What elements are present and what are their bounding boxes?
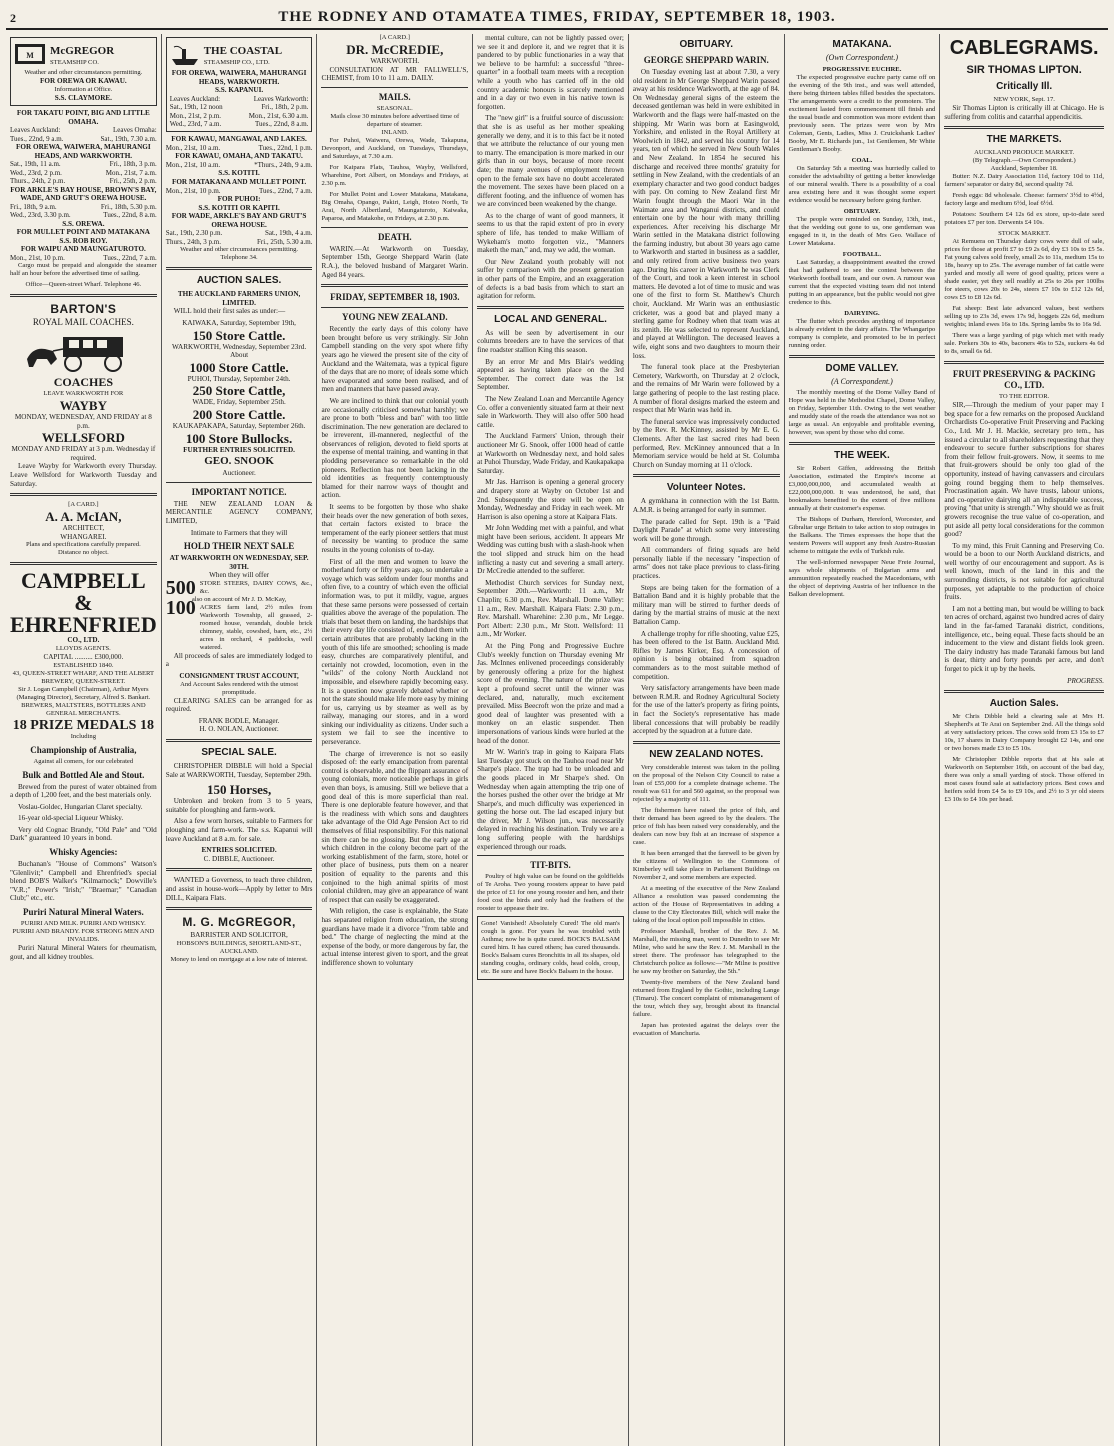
- dibble-text: CHRISTOPHER DIBBLE will hold a Special Sale at WARKWORTH, Tuesday, September 29th.: [165, 762, 313, 779]
- route-line: FOR KAWAU, MANGAWAI, AND LAKES.: [171, 135, 307, 144]
- campbell-brewed: Brewed from the purest of water obtained from a depth of 1,200 feet, and the best materials only.: [10, 782, 157, 800]
- nzloan-intimate: Intimate to Farmers that they will: [190, 528, 288, 537]
- editorial-para: The "new girl" is a fruitful source of discussion: that she is as useful as her mother speaking generally we deny, and it is to this fact be it noted that we attribute the reluctance of our young men to marry. The emancipation is more marked in our girls than in our boys, because of more recent date; the many avenues of employment thrown open to the female sex have no doubt accelerated the movement. The sexes have been placed on a different footing, and the influence of women has we are convinced been weakened by the change.: [477, 114, 624, 209]
- route-line: FOR ARKLE'S BAY HOUSE, BROWN'S BAY, WADE, AND GRUT'S OREWA HOUSE.: [10, 185, 157, 203]
- campbell-puriri-list: PURIRI AND MILK. PURIRI AND WHISKY. PURIRI AND BRANDY. FOR STRONG MEN AND INVALIDS.: [12, 920, 155, 944]
- route-line: FOR KAWAU, OMAHA, AND TAKATU.: [175, 152, 303, 161]
- editorial-para: As to the charge of want of good manners, it seems to us that the rapid extent of pro in every sphere of life, has tended to make William of Wykeham's motto forgotten viz., "Manners maketh the man," and, may we add, the woman.: [477, 211, 624, 255]
- markets-heading: THE MARKETS.: [986, 134, 1062, 146]
- campbell-name2: EHRENFRIED: [10, 612, 157, 638]
- editorial-para: Recently the early days of this colony have been brought before us very strikingly. Sir John Campbell standing on the very spot where fifty years ago he viewed the present site of the city of Auckland and the Waitemata, was a typical figure of the days that are no more; of ideals some which have evaporated and some been realised, and of men and manners that have passed away.: [321, 325, 469, 394]
- matakana-para: The expected progressive euchre party came off on the evening of the 9th inst., and was well attended, there being thirteen tables filled besides the spectators. The arrangements were a credit to the promoters. The excitement lasted from commencement till finish and the usual bustle and commotion was more evident than previously seen. The prizes were won by Mrs Coleman, Gents, Ladies, Miss J. Cruickshank Ladies' Booby, Mr E. Richards jun., 1st Gentlemen, Mr White Gentleman's Booby.: [788, 73, 936, 153]
- barton-days: MONDAY, WEDNESDAY, AND FRIDAY at 8 p.m.: [14, 412, 152, 430]
- coastal-weather: Weather and other circumstances permitting. Telephone 34.: [180, 246, 299, 262]
- volunteer-item: Steps are being taken for the formation of a Battalion Band and it is highly probable that the military man will be stirred to further deeds of daring by the martial strains of music at the next Battalion Camp.: [632, 583, 780, 627]
- editorial-para: With religion, the case is explainable, the State has separated religion from education, the strong guardians have made it a divorce "from table and bed." The charge of neglecting the mind at the expense of the body, or more dangerous by far, the actual intense interest given to sport, and the great indifference shown to voluntary: [321, 907, 469, 967]
- steamship-icon: [170, 43, 200, 67]
- nz-notes-heading: NEW ZEALAND NOTES.: [649, 748, 764, 760]
- local-item: As will be seen by advertisement in our columns breeders are to have the services of that fine roadster stallion King this season.: [477, 328, 624, 354]
- market-para: There was a large yarding of pigs which met with ready sale. Porkers 30s to 40s, baconers 46s to 52s, suckers 4s 6d to 8s, small 6s 6d.: [944, 332, 1104, 356]
- campbell-vodka: Voslau-Goldec, Hungarian Claret specialty.: [18, 802, 143, 811]
- obituary-heading: OBITUARY.: [679, 39, 733, 50]
- matakana-para: On Saturday 5th a meeting was hurriedly called to consider the advisability of getting a better knowledge of our mineral wealth. There is a possibility of a coal area existing here and it was thought some expert evidence would be necessary before going further.: [788, 164, 936, 204]
- local-item: Methodist Church services for Sunday next, September 20th.—Warkworth: 11 a.m., Mr Chaplin; 6.30 p.m., Rev. Marshall. Dome Valley: 11 a.m., Rev. Marshall. Kaipara Flats: 2.30 p.m., Rev. Marshall. Wharehine: 2.30 p.m., Mr Legge. Port Albert: 2.30 p.m., Mr Stott. Wellsford: 11 a.m., Mr Worker.: [477, 578, 624, 639]
- market-para: Fresh eggs: 8d wholesale. Cheese: farmers' 3½d to 4½d, factory large and medium 6½d, loaf 6½d.: [944, 192, 1104, 208]
- titbit-item: Poultry of high value can be found on the goldfields of Te Aroha. Two young roosters appear to have paid the price of £1 for one young rooster and hen, and their food cost the birds and only had the feathers of the rooster to appease their ire.: [477, 873, 624, 913]
- volunteer-item: A gymkhana in connection with the 1st Battn. A.M.R. is being arranged for early in summer.: [632, 497, 780, 514]
- flag-icon: [14, 43, 46, 67]
- editorial-dateline: FRIDAY, SEPTEMBER 18, 1903.: [330, 292, 460, 303]
- campbell-agents: LLOYDS AGENTS.: [55, 644, 111, 652]
- volunteer-item: The parade called for Sept. 19th is a "Paid Daylight Parade" at which some very interesting work will be gone through.: [632, 517, 780, 543]
- mails-heading: MAILS.: [378, 91, 411, 102]
- campbell-trade: BREWERS, MALTSTERS, BOTTLERS AND GENERAL MERCHANTS.: [21, 701, 146, 717]
- further-entries: FURTHER ENTRIES SOLICITED.: [183, 445, 295, 454]
- nzloan-100: 100: [165, 596, 196, 619]
- sale-stores5: 100 Store Bullocks.: [185, 430, 293, 446]
- mcian-name: A. A. McIAN,: [45, 509, 122, 525]
- barton-sub: ROYAL MAIL COACHES.: [32, 317, 134, 328]
- barton-title: BARTON'S: [50, 302, 117, 317]
- column-7: [940, 34, 1108, 1446]
- campbell-capital: CAPITAL .......... £300,000.: [43, 652, 124, 661]
- mails-season: SEASONAL.: [376, 104, 413, 112]
- campbell-addr: 43, QUEEN-STREET WHARF, AND THE ALBERT BREWERY, QUEEN-STREET.: [12, 669, 155, 685]
- cable-para: Sir Thomas Lipton is critically ill at Chicago. He is suffering from colitis and catarrhal appendicitis.: [944, 104, 1104, 121]
- sale-about: About: [230, 351, 249, 360]
- market-para: Fat sheep: Best late advanced values, best wethers selling up to 23s 3d, ewes 17s 9d, hoggets 22s 6d, medium weights; inland ewes 16s to 18s. Spring lambs 9s to 16s 9d.: [944, 305, 1104, 329]
- obituary-para: The funeral service was impressively conducted by the Rev. R. McKinney, assisted by Mr E. G. Clements. After the last sacred rites had been performed, Rev. McKinney announced that a In Memoriam service would be held at St. Columba Church on Sunday morning at 11 o'clock.: [632, 417, 780, 469]
- column-5: [629, 34, 785, 1446]
- obituary-para: On Tuesday evening last at about 7.30, a very old resident in Mr George Sheppard Warin passed away at his residence Warkworth, at the age of 84. On Wednesday general signs of the esteem the deceased gentleman was held in were exhibited in Warkworth and the flags were half-masted on the shipping. Mr Warin was born at Easingwold, Yorkshire, and enlisted in the Royal Artillery at Woolwich in 1842, and served his country for 14 years, ten of which he served in New South Wales and New Zealand. In 1854 he secured his discharge and received three months' gratuity for settling in New Zealand, with the credentials of an exemplary character and two good conduct badges with pay. On coming to New Zealand first Mr Warin fought through the Maori War in the Waimate area and Wanganui districts, and could entertain one by the hour with many thrilling experiences. After receiving his discharge Mr Warin settled in the Matakana district following the farming industry, but about 30 years ago came to Warkworth and started in business as a saddler, and only retired from active business two years ago. During his career in Warkworth he was Clerk of the Court, and took a keen interest in school matters. He devoted a lot of time to music and was one of the first to form St. Matthew's Church choir, Auckland. Mr Warin was an enthusiastic cricketer, was a good bat and played many a sterling game for Rodney when that team was at its zenith. He was selected to represent Auckland, and played at Wellington. The deceased leaves a wife, eight sons and two daughters to mourn their loss.: [632, 68, 780, 360]
- nzloan-500: 500: [165, 576, 196, 599]
- dibble-kapanui: Also a few worn horses, suitable to Farmers for ploughing and farm-work. The s.s. Kapanui will leave Auckland at 8 a.m. for sale.: [165, 817, 313, 843]
- route-line: S.S. ROB ROY.: [59, 236, 108, 245]
- dairying-heading: DAIRYING.: [844, 309, 880, 317]
- week-para: The Bishops of Durham, Hereford, Worcester, and Gibraltar urge Britain to take action to stop outrages in the Balkans. The Times expresses the hope that the western Powers will support any fresh Austro-Russian scheme to mitigate the evils of Turkish rule.: [788, 516, 936, 556]
- death-text: WARIN.—At Warkworth on Tuesday, September 15th, George Sheppard Warin (late R.A.), the beloved husband of Margaret Warin. Aged 84 years.: [321, 244, 469, 279]
- cargo-note: Cargo must be prepaid and alongside the steamer half an hour before the advertised time of sailing.: [10, 262, 157, 278]
- column-3: [317, 34, 473, 1446]
- lipton-heading: SIR THOMAS LIPTON.: [966, 64, 1082, 76]
- sale-stores4: 200 Store Cattle.: [192, 406, 286, 422]
- wayby-heading: WAYBY: [59, 397, 107, 413]
- campbell-champ: Championship of Australia,: [30, 744, 137, 755]
- produce-date: Auckland, September 18.: [990, 165, 1058, 173]
- the-week-heading: THE WEEK.: [834, 450, 890, 462]
- farmers-first-sales: WILL hold their first sales as under:—: [173, 307, 286, 316]
- matakana-para: The flutter which precedes anything of importance is already evident in the dairy affairs. The Whangaripo company is complete, and promoted to be in perfect running order.: [788, 317, 936, 349]
- sale-stores2: 1000 Store Cattle.: [189, 359, 289, 375]
- sale-stores3: 250 Store Cattle,: [192, 383, 286, 399]
- doctor-consult: CONSULTATION AT MR FALLWELL'S, CHEMIST, from 10 to 11 a.m. DAILY.: [321, 65, 469, 83]
- mcgregor-note: Weather and other circumstances permitting.: [24, 69, 143, 76]
- editorial-para: We are inclined to think that our colonial youth are occasionally criticised somewhat harshly; we are prone to both "bless and ban" with too little discrimination. The new generation are declared to be irreverent, ill-mannered, neglectful of the observances of religion, devoted to field sports at the expense of mental training, and wanting in that plodding perseverance so remarkable in the old pioneers. Reflection has not been lacking in the old identities as frequently contemptuously blamed for their narrow ways of thought and action.: [321, 396, 469, 500]
- campbell-est: ESTABLISHED 1840.: [53, 661, 114, 669]
- law-name: M. G. McGREGOR,: [182, 915, 296, 930]
- local-general-heading: LOCAL AND GENERAL.: [494, 313, 607, 325]
- mcgregor-advert: [10, 37, 157, 106]
- route-line: FOR WAIPU AND MAUNGATUROTO.: [20, 245, 146, 254]
- editorial-para: First of all the men and women to leave the motherland forty or fifty years ago, so undertake a voyage which was seldom under four months and often five, to a country of which even the official information was, to put it mildly, vague, argues that these same persons were possessed of certain qualities above the average of the population. The trials that beset them on landing, the hardships that their every day life consisted of, endued them with certain attributes that are probably lacking in the youth of this life are smoothed; schooling is made easy, churches are comparatively plentiful, and certainly not crowded, locomotion, even in the "wilds" of the colony North Auckland not impossible, and elsewhere rapidly becoming easy. It is a question now gravely debated whether or not the state should make life more easy by mining for us, carrying us by steamer as well as by railway, managing our stores, and in a word sinking our individuality as citizens. Under such a system we fail to see the incentive to perseverance.: [321, 557, 469, 747]
- mcian-place: WHANGAREI.: [60, 532, 107, 541]
- coastal-advert: THE COASTAL STEAMSHIP CO., LTD. FOR OREWA, WAIWERA, MAHURANGI HEADS, WARKWORTH. S.S. KAPANUI. Leaves Auckland: Leaves Warkworth: Sat., 19th, 12 noon Fri., 18th, 2 p.m. Mon., 21st, 2 p.m. Mon., 21st, 6.30 a.m. Wed., 23rd, 7 a.m. Tues., 22nd, 8 a.m.: [166, 37, 313, 132]
- market-para: At Remuera on Thursday dairy cows were dull of sale, prices for those at profit £7 to £9 2s 6d, dry £3 10s to £5 5s. Fat young calves sold freely, small 2s to 11s, medium 15s to 18s, heavy up to 25s. The average number of fat cattle were yarded and mostly all were of good quality, prices were a shade easier, yet they sell readily at 25s to 26s per 100lbs for steers, cows 20s to 24s, steers £7 10s to £12 12s 6d, cows £5 to £8 12s 6d.: [944, 238, 1104, 302]
- route-line: S.S. KOTITI OR KAPITI.: [198, 203, 280, 212]
- nzloan-consign: CONSIGNMENT TRUST ACCOUNT,: [179, 672, 299, 681]
- newspaper-title: THE RODNEY AND OTAMATEA TIMES, FRIDAY, SEPTEMBER 18, 1903.: [278, 9, 836, 25]
- editorial-para: mental culture, can not be lightly passed over; we see it and deplore it, and we regret that it is pandered to by public functionaries in a way that we believe to be harmful: a successful "three-quarter" in a football team meets with a reception while a youth who has carried off in the old country academic honours is scarcely mentioned and in a day or two even in his native town is forgotten.: [477, 34, 624, 111]
- route-line: FOR PUHOI:: [217, 195, 261, 203]
- auction-sales-heading-2: Auction Sales.: [989, 698, 1059, 710]
- dibble-auctioneer: C. DIBBLE, Auctioneer.: [203, 854, 275, 863]
- nzloan-bodle: FRANK BODLE, Manager.: [198, 716, 280, 725]
- mcgregor-name: McGREGOR: [50, 44, 115, 57]
- doctor-name: DR. McCREDIE,: [346, 42, 444, 57]
- route-line: FOR OREWA, WAIWERA, MAHURANGI HEADS, AND WARKWORTH.: [16, 143, 151, 160]
- snook-name: GEO. SNOOK: [204, 455, 274, 468]
- special-sale-heading: SPECIAL SALE.: [201, 747, 277, 759]
- obituary-para: The funeral took place at the Presbyterian Cemetery, Warkworth, on Thursday at 2 o'clock, and the remains of Mr Warin were followed by a large gathering of people to the last resting place. A number of floral designs marked the esteem and respect that Mr Warin was held in.: [632, 363, 780, 415]
- auction-sales-heading: AUCTION SALES.: [196, 275, 282, 287]
- campbell-agencies: Buchanan's "House of Commons" Watson's "Glenlivit;" Campbell and Ehrenfried's special blend BOB'S Walker's "Kilmarnock;" Dowville's "V.R.;" Power's "Irish;" "Braemar;" "Canadian Club;" etc., etc.: [10, 860, 157, 903]
- campbell-co: CO., LTD.: [67, 636, 100, 645]
- editorial-para: It seems to be forgotten by those who shake their heads over the new generation of both sexes, that certain factors existed to brace the temperament of the early pioneer settlers that must of necessity be wanting to produce the same results in the young colonists of to-day.: [321, 503, 469, 554]
- week-para: Sir Robert Giffen, addressing the British Association, estimated the Empire's income at £3,000,000,000, and accumulated wealth at £22,000,000,000. It was understood, he said, that bookmakers benefited to the extent of five millions annually at their customer's expense.: [788, 465, 936, 513]
- nzloan-nolan: H. O. NOLAN, Auctioneer.: [199, 725, 279, 734]
- coastal-route: FOR OREWA, WAIWERA, MAHURANGI HEADS, WARKWORTH.: [171, 69, 307, 86]
- barton-leave: LEAVE WARKWORTH FOR: [43, 389, 124, 397]
- coaches-heading: COACHES: [53, 374, 114, 389]
- letter-para: To my mind, this Fruit Canning and Preserving Co. would be a boon to our North Auckland districts, and well worthy of our encouragement and support. As is well known, much of the land in this and the surrounding districts, is not suitable for agricultural purposes, yet adaptable to the production of choice fruits.: [944, 541, 1104, 602]
- column-2: THE COASTAL STEAMSHIP CO., LTD. FOR OREWA, WAIWERA, MAHURANGI HEADS, WARKWORTH. S.S. KAPANUI. Leaves Auckland: Leaves Warkworth: Sat., 19th, 12 noon Fri., 18th, 2 p.m. Mon., 21st, 2 p.m. Mon., 21st, 6.30 a.m. Wed., 23rd, 7 a.m. Tues., 22nd, 8 a.m. FOR KAWAU, MANGAWAI, AND LAKES. Mon., 21st, 10 a.m. Tues., 22nd, 1 p.m. FOR KAWAU, OMAHA, AND TAKATU. Mon., 21st, 10 a.m. *Thurs., 24th, 9 a.m. S.S. KOTITI. FOR MATAKANA AND MULLET POINT. Mon., 21st, 10 p.m. Tues., 22nd, 7 a.m. FOR PUHOI: S.S. KOTITI OR KAPITI. FOR WADE, ARKLE'S BAY AND GRUT'S OREWA HOUSE. Sat., 19th, 2.30 p.m. Sat., 19th, 4 a.m. Thurs., 24th, 3 p.m. Fri., 25th, 5.30 a.m. Weather and other circumstances permitting. Telephone 34. AUCTION SALES. THE AUCKLAND FARMERS UNION, LIMITED. WILL hold their first sales as under:— KAIWAKA, Saturday, September 19th, 150 Store Cattle. WARKWORTH, Wednesday, September 23rd. About 1000 Store Cattle. PUHOI, Thursday, September 24th. 250 Store Cattle, WADE, Friday, September 25th. 200 Store Cattle. KAUKAPAKAPA, Saturday, September 26th. 100 Store Bullocks. FURTHER ENTRIES SOLICITED. GEO. SNOOK Auctioneer. IMPORTANT NOTICE. THE NEW ZEALAND LOAN & MERCANTILE AGENCY COMPANY, LIMITED, Intimate to Farmers that they will HOLD THEIR NEXT SALE AT WARKWORTH ON WEDNESDAY, SEP. 30TH. When they will offer 500 STORE STEERS, DAIRY COWS, &c., &c. also on account of Mr J. D. McKay, 100 ACRES farm land, 2½ miles from Warkworth Township, all grassed, 2-roomed house, verandah, double brick chimney, stable, cowshed, barn, etc., 2½ acres in orchard, 4 paddocks, well watered. All proceeds of sales are immediately lodged to a CONSIGNMENT TRUST ACCOUNT, And Account Sales rendered with the utmost promptitude. CLEARING SALES can be arranged for as required. FRANK BODLE, Manager. H. O. NOLAN, Auctioneer. SPECIAL SALE. CHRISTOPHER DIBBLE will hold a Special Sale at WARKWORTH, Tuesday, September 29th. 150 Horses, Unbroken and broken from 3 to 5 years, suitable for ploughing and farm-work. Also a few worn horses, suitable to Farmers for ploughing and farm-work. The s.s. Kapanui will leave Auckland at 8 a.m. for sale. ENTRIES SOLICITED. C. DIBBLE, Auctioneer. WANTED a Governess, to teach three children, and assist in house-work—Apply by letter to Mrs DILL, Kaipara Flats. M. G. McGREGOR, BARRISTER AND SOLICITOR, HOBSON'S BUILDINGS, SHORTLAND-ST., AUCKLAND. Money to lend on mortgage at a low rate of interest.: [162, 34, 318, 1446]
- campbell-puriri: Puriri Natural Mineral Waters.: [22, 907, 144, 918]
- wanted-ad: WANTED a Governess, to teach three children, and assist in house-work—Apply by letter to Mrs DILL, Kaipara Flats.: [165, 876, 313, 902]
- nz-note: Professor Marshall, brother of the Rev. J. M. Marshall, the missing man, went to Dunedin to see Mr Milne, who said he saw the Rev. J. M. Marshall in the street there. The professor has telegraphed to the Christchurch police as follows:—"Mr Milne is positive he saw my brother on Saturday, the 5th.": [632, 927, 780, 975]
- dome-corr: (A Correspondent.): [831, 376, 893, 386]
- local-item: Mr W. Warin's trap in going to Kaipara Flats last Tuesday got stuck on the Tauhoa road near Mr Sharpe's place. The trap had to be unloaded and the goods placed in Mr Sharpe's shed. On Wednesday when again attempting the trip one of the horses pushed the other over the bridge at Mr Sharpe's, and much difficulty was experienced in getting the horse out. The lad escaped injury but the driver, Mr J. Wilson jun., was necessarily delayed in reaching his destination. Truly we are a long suffering people with the hardships experienced through our roads.: [477, 748, 624, 851]
- column-1: M McGREGOR STEAMSHIP CO. Weather and other circumstances permitting. FOR OREWA OR KAWAU. Information at Office. S.S. CLAYMORE. FOR TAKATU POINT, BIG AND LITTLE OMAHA. Leaves Auckland: Leaves Omaha: Tues., 22nd, 9 a.m. Sat., 19th, 7.30 a.m. FOR OREWA, WAIWERA, MAHURANGI HEADS, AND WARKWORTH. Sat., 19th, 11 a.m. Fri., 18th, 3 p.m. Wed., 23rd, 2 p.m. Mon., 21st, 7 a.m. Thurs., 24th, 2 p.m. Fri., 25th, 2 p.m. FOR ARKLE'S BAY HOUSE, BROWN'S BAY, WADE, AND GRUT'S OREWA HOUSE. Fri., 18th, 9 a.m. Fri., 18th, 5.30 p.m. Wed., 23rd, 3.30 p.m. Tues., 22nd, 8 a.m. S.S. OREWA. FOR MULLET POINT AND MATAKANA S.S. ROB ROY. FOR WAIPU AND MAUNGATUROTO. Mon., 21st, 10 p.m. Tues., 22nd, 7 a.m. Cargo must be prepaid and alongside the steamer half an hour before the advertised time of sailing. Office—Queen-street Wharf. Telephone 46. BARTON'S ROYAL MAIL COACHES. COACHES LEAVE WARKWORTH FOR WAYBY MONDAY, WEDNESDAY, AND FRIDAY at 8 p.m. WELLSFORD MONDAY AND FRIDAY at 3 p.m. Wednesday if required. Leave Wayby for Warkworth every Thursday. Leave Wellsford for Warkworth Tuesday and Saturday. [A CARD.] A. A. McIAN, ARCHITECT, WHANGAREI. Plans and specifications carefully prepared. Distance no object. CAMPBELL & EHRENFRIED CO., LTD. LLOYDS AGENTS. CAPITAL .......... £300,000. ESTABLISHED 1840. 43, QUEEN-STREET WHARF, AND THE ALBERT BREWERY, QUEEN-STREET. Sir J. Logan Campbell (Chairman), Arthur Myers (Managing Director), Secretary, Alfred S. Bankart. BREWERS, MALTSTERS, BOTTLERS AND GENERAL MERCHANTS. 18 PRIZE MEDALS 18 Including Championship of Australia, Against all comers, for our celebrated Bulk and Bottled Ale and Stout. Brewed from the purest of water obtained from a depth of 1,200 feet, and the best materials only. Voslau-Goldec, Hungarian Claret specialty. 16-year old-special Liqueur Whisky. Very old Cognac Brandy, "Old Pale" and "Old Dark" guaranteed 10 years in bond. Whisky Agencies: Buchanan's "House of Commons" Watson's "Glenlivit;" Campbell and Ehrenfried's special blend BOB'S Walker's "Kilmarnock;" Dowville's "V.R.;" Power's "Irish;" "Braemar;" "Canadian Club;" etc., etc. Puriri Natural Mineral Waters. PURIRI AND MILK. PURIRI AND WHISKY. PURIRI AND BRANDY. FOR STRONG MEN AND INVALIDS. Puriri Natural Mineral Waters for rheumatism, gout, and all kidney troubles.: [6, 34, 162, 1446]
- volunteer-item: All commanders of firing squads are held personally liable if the necessary "inspection of arms" does not take place previous to class-firing practices.: [632, 546, 780, 581]
- coal-heading: COAL.: [851, 156, 873, 164]
- volunteer-item: A challenge trophy for rifle shooting, value £25, has been offered to the 1st Battn. Auckland Mtd. Rifles by James Kirker, Esq. A concession of opinion is being obtained from squadron commanders as to the most suitable method of competition.: [632, 629, 780, 681]
- obit-heading: OBITUARY.: [843, 207, 881, 215]
- local-item: By an error Mr and Mrs Blair's wedding appeared as having taken place on the 3rd September. The correct date was the 1st September.: [477, 357, 624, 392]
- euchre-heading: PROGRESSIVE EUCHRE.: [822, 65, 902, 73]
- critical-heading: Critically Ill.: [996, 81, 1053, 92]
- matakana-corr: (Own Correspondent.): [825, 53, 899, 62]
- wellsford-heading: WELLSFORD: [41, 430, 125, 446]
- farmers-union: THE AUCKLAND FARMERS UNION, LIMITED.: [177, 290, 301, 307]
- snook-auctioneer: Auctioneer.: [222, 469, 256, 478]
- campbell-incl: Including: [70, 732, 96, 740]
- sale-kauka: KAUKAPAKAPA, Saturday, September 26th.: [172, 421, 306, 430]
- sale-warkworth: WARKWORTH, Wednesday, September 23rd.: [172, 342, 307, 351]
- route-line: FOR WADE, ARKLE'S BAY AND GRUT'S OREWA HOUSE.: [171, 212, 307, 229]
- barton-days2: MONDAY AND FRIDAY at 3 p.m. Wednesday if required.: [11, 445, 156, 462]
- dibble-horses-text: Unbroken and broken from 3 to 5 years, suitable for ploughing and farm-work.: [165, 797, 313, 814]
- dome-para: The monthly meeting of the Dome Valley Band of Hope was held in the Methodist Chapel, Dome Valley, on Friday, September 11th. Owing to the wet weather and muddy state of the roads the attendance was not so large as usual. An enjoyable and profitable evening, however, was spent by those who did come.: [788, 389, 936, 437]
- mails-inland: INLAND.: [381, 128, 409, 136]
- campbell-puriri-note: Puriri Natural Mineral Waters for rheumatism, gout, and all kidney troubles.: [10, 944, 157, 961]
- column-6: [785, 34, 941, 1446]
- sale-stores1: 150 Store Cattle.: [192, 327, 286, 343]
- local-item: The Auckland Farmers' Union, through their auctioneer Mr G. Snook, offer 1000 head of cattle at Warkworth on Wednesday next, and hold sales at Puhoi Thursday, Wade Friday, and Kaukapakapa Saturday.: [477, 432, 624, 475]
- mcian-card: [A CARD.]: [68, 501, 99, 509]
- mails-note: Mails close 30 minutes before advertised time of departure of steamer.: [330, 112, 460, 128]
- local-item: The New Zealand Loan and Mercantile Agency Co. offer a conveniently situated farm at their next sale in Warkworth. They will also offer 500 head cattle.: [477, 394, 624, 429]
- produce-tele: (By Telegraph.—Own Correspondent.): [972, 157, 1076, 165]
- nz-note: Japan has protested against the delays over the evacuation of Manchuria.: [632, 1021, 780, 1037]
- nzloan-500-text: STORE STEERS, DAIRY COWS, &c., &c.: [199, 579, 313, 595]
- route-line: S.S. OREWA.: [62, 219, 105, 228]
- editorial-title: YOUNG NEW ZEALAND.: [341, 312, 448, 323]
- campbell-bulk: Bulk and Bottled Ale and Stout.: [22, 769, 145, 780]
- letter-sign: PROGRESS.: [1067, 676, 1104, 685]
- nzloan-hold: HOLD THEIR NEXT SALE: [183, 541, 295, 552]
- nz-note: Twenty-five members of the New Zealand band returned from England by the Gothic, including Lange (Timaru). The concert complaint of mismanagement of the tour, which they say, brought about its financial failure.: [632, 978, 780, 1018]
- doctor-place: WARKWORTH.: [370, 57, 420, 65]
- mcgregor-info: Information at Office.: [54, 85, 113, 93]
- sale-wade: WADE, Friday, September 25th.: [192, 398, 286, 407]
- nz-note: At a meeting of the executive of the New Zealand Alliance a resolution was passed condemning the action of the House of Representatives in adding a clause to the City Electorates Bill, which will make the taking of the local option poll impossible in cities.: [632, 884, 780, 924]
- mcgregor-sub: STEAMSHIP CO.: [50, 58, 99, 66]
- matakana-heading: MATAKANA.: [832, 39, 892, 50]
- page-number: 2: [10, 11, 16, 25]
- market-para: Potatoes: Southern £4 12s 6d ex store, up-to-date seed potatoes £7 per ton. Derwents £4 10s.: [944, 211, 1104, 227]
- week-para: The well-informed newspaper Neue Freie Journal, says whole shipments of Bulgarian arms and ammunition repeatedly reached the Macedonians, with the object of depriving Austria of her influence in the Balkan development.: [788, 559, 936, 599]
- nzloan-clearing: CLEARING SALES can be arranged for as required.: [165, 696, 313, 714]
- football-heading: FOOTBALL.: [842, 250, 882, 258]
- sale-kaiwaka: KAIWAKA, Saturday, September 19th,: [182, 318, 296, 327]
- columns: [6, 34, 1108, 1446]
- mcgregor-ship: S.S. CLAYMORE.: [54, 93, 112, 102]
- column-4: [473, 34, 629, 1446]
- nzloan-100-text: ACRES farm land, 2½ miles from Warkworth Township, all grassed, 2-roomed house, verandah, double brick chimney, stable, cowshed, barn, etc., 2½ acres in orchard, 4 paddocks, well watered.: [199, 603, 313, 651]
- dibble-horses: 150 Horses,: [206, 782, 272, 798]
- mcian-plans: Plans and specifications carefully prepared.: [25, 541, 141, 549]
- campbell-liqueur: 16-year old-special Liqueur Whisky.: [18, 814, 124, 823]
- svg-text:M: M: [26, 51, 34, 60]
- masthead: [6, 4, 1108, 30]
- sale-puhoi: PUHOI, Thursday, September 24th.: [187, 374, 291, 383]
- campbell-name1: CAMPBELL &: [21, 568, 146, 616]
- nzloan-account: And Account Sales rendered with the utmost promptitude.: [180, 680, 299, 696]
- nzloan-also: also on account of Mr J. D. McKay,: [191, 595, 287, 603]
- matakana-para: Last Saturday, a disappointment awaited the crowd that had gathered to see the contest between the Warkworth football team, and our own. A rumour was current that the expected visiting team did not intend putting in an appearance, but the public would not give credence to this.: [788, 258, 936, 306]
- nz-note: The fishermen have raised the price of fish, and their demand has been agreed to by the dealers. The price of fish has been raised very considerably, and the dealers can now buy fish at an increase of sixpence a case.: [632, 806, 780, 846]
- death-heading: DEATH.: [378, 231, 412, 242]
- doctor-card: [A CARD.]: [379, 34, 410, 41]
- matakana-para: The people were reminded on Sunday, 13th, inst., that the wedding out gone to us, one gentleman was engaged in it, in the death of Mrs Geo. Wallace of Lower Matakana.: [788, 215, 936, 247]
- editorial-para: The charge of irreverence is not so easily disposed of: the early emancipation from parental control is observable, and the flippant assurance of young colonials, more noticeable perhaps in girls even than boys, is amusing. Still we believe that a good deal of this is more superficial than real. There is one deplorable feature however, and that is the readiness with which sons and daughters take advantage of the Old Age Pension Act to rid themselves of filial responsibility. For this national sin there can be no glossing. But the early age at which children in the colony become part of the working establishment of the farm, store, hotel or other place of business, puts them on a nearer position of equality to the parents and this conjoined to the high animal spirits of most colonial children, may give an appearance of want of respect that can easily be exaggerated.: [321, 749, 469, 904]
- campbell-against: Against all comers, for our celebrated: [33, 757, 134, 765]
- bocks-balsam-advert: Gone! Vanished! Absolutely Cured! The old man's cough is gone. For years he was troubled with Asthma; now he is quite cured. BOCK'S BALSAM cured him. It has cured others; has cured thousands. Bock's Balsam cures Bronchitis in all its shapes, old standing coughs, ordinary colds, head colds, croup, etc. Be sure and have Bock's Balsam in the house.: [477, 916, 624, 980]
- obituary-name: GEORGE SHEPPARD WARIN.: [643, 55, 769, 65]
- nz-note: Very considerable interest was taken in the polling on the proposal of the Nelson City Council to raise a loan of £55,000 for a complete drainage scheme. The result was 611 for and 560 against, so the proposal was rejected by a majority of 111.: [632, 763, 780, 803]
- local-item: Mr Jas. Harrison is opening a general grocery and drapery store at Wayby on October 1st and 2nd. Subsequently the store will be open on Monday, Wednesday and Friday in each week. Mr Harrison is also opening a store at Kaipara Flats.: [477, 478, 624, 521]
- volunteer-heading: Volunteer Notes.: [666, 482, 746, 494]
- campbell-whisky: Whisky Agencies:: [49, 847, 118, 858]
- letter-para: SIR,—Through the medium of your paper may I beg space for a few remarks on the proposed Auckland Orchardists Co-operative Fruit Preserving and Packing Co., Ltd. Mr J. H. Mackie, secretary pro tem., has issued a circular to all shareholders requesting that they endeavour to secure further subscriptions for shares from their fellow fruit-growers. Now, it seems to me that fruit-growers should be only too glad of the opportunity, instead of having canvassers and circulars going round begging them to help themselves. Procrastination again. We have trusts, labour unions, and co-operative dairying all an indisputable success, proving "that unity is strength." Why should we as fruit growers recognise the true value of co-operation, and put aside all petty local considerations for the common good?: [944, 401, 1104, 539]
- mcian-dist: Distance no object.: [58, 549, 109, 557]
- produce-heading: AUCKLAND PRODUCE MARKET.: [974, 149, 1075, 157]
- mcgregor-route: FOR OREWA OR KAWAU.: [40, 77, 127, 85]
- mails-mullet: For Mullet Point and Lower Matakana, Matakana, Big Omaha, Opango, Pakiri, Leigh, Hoteo North, Te Arai, North Albertland, Maungaturoto, Kaiwaka, Paparoa, and Matakohe, on Fridays, at 2.30 p.m.: [321, 190, 469, 222]
- coach-icon: [23, 329, 143, 373]
- nzloan-when: When they will offer: [209, 571, 270, 580]
- nzloan-at: AT WARKWORTH ON WEDNESDAY, SEP. 30TH.: [169, 554, 309, 571]
- route-line: S.S. KOTITI.: [218, 169, 260, 178]
- law-hobson: HOBSON'S BUILDINGS, SHORTLAND-ST., AUCKLAND.: [176, 939, 302, 955]
- route-line: FOR MULLET POINT AND MATAKANA: [16, 228, 150, 237]
- route-line: FOR TAKATU POINT, BIG AND LITTLE OMAHA.: [16, 109, 150, 126]
- coastal-name: THE COASTAL: [203, 44, 283, 57]
- stock-heading: STOCK MARKET.: [998, 230, 1051, 238]
- volunteer-item: Very satisfactory arrangements have been made between R.M.R. and Rodney Agricultural Society for the use of the latter's property as firing points, in fact the Society's representative has made liberal concessions that will probably be readily accepted by the squadron at a future date.: [632, 684, 780, 736]
- cable-dateline: NEW YORK, Sept. 17.: [993, 96, 1055, 103]
- local-item: At the Ping Pong and Progressive Euchre Club's weekly function on Thursday evening Mr Jas. McInnes enlivened proceedings considerably by generously offering a prize for the highest score of the evening. The nature of the prize was kept a profound secret until the winner was declared, and, naturally, much excitement prevailed. Miss Beecroft won the prize and mad a good deal of laughter was presented with a monkey on an elastic suspender. Then impersonations of various kinds were hurled at the head of the donor.: [477, 642, 624, 745]
- cablegrams-heading: CABLEGRAMS.: [949, 37, 1099, 59]
- titbits-heading: TIT-BITS.: [530, 860, 571, 871]
- coastal-sub: STEAMSHIP CO., LTD.: [203, 58, 270, 66]
- local-item: Mr John Wedding met with a painful, and what might have been serious, accident. It appears Mr Wedding was cutting bush with a slash-hook when the tool slipped and struck him on the head inflicting a nasty cut and severing a small artery. Dr McCredie attended to the sufferer.: [477, 524, 624, 576]
- mails-kaipara: For Kaipara Flats, Tauhoa, Wayby, Wellsford, Wharehine, Port Albert, on Mondays and Fridays, at 2.30 p.m.: [321, 163, 469, 187]
- coastal-ship: S.S. KAPANUI.: [214, 86, 264, 95]
- campbell-cognac: Very old Cognac Brandy, "Old Pale" and "Old Dark" guaranteed 10 years in bond.: [10, 825, 157, 843]
- auction-para: Mr Christopher Dibble reports that at his sale at Warkworth on September 16th, on account of the bad day, there was only a small yarding of stock. Those offered in most cases found sale at satisfactory prices. Best cows and heifers sold from £4 5s to £9 10s, and 2½ to 3 yr old steers £3 10s to £4 10s per head.: [944, 756, 1104, 804]
- nzloan-name: THE NEW ZEALAND LOAN & MERCANTILE AGENCY COMPANY, LIMITED,: [165, 499, 313, 525]
- mails-inland-text: For Puhoi, Waiwera, Orewa, Wade, Takapuna, Devonport, and Auckland, on Tuesdays, Thursdays, and Saturdays, at 7.30 a.m.: [321, 136, 469, 160]
- law-barrister: BARRISTER AND SOLICITOR,: [190, 931, 288, 940]
- mcian-role: ARCHITECT,: [62, 524, 105, 533]
- editorial-para: Our New Zealand youth probably will not suffer by comparison with the present generation in other parts of the Empire, and an exaggeration of defects is a bad basis from which to start an agitation for reform.: [477, 257, 624, 301]
- editor-line: TO THE EDITOR.: [998, 393, 1050, 401]
- market-para: Butter: N.Z. Dairy Association 11d, factory 10d to 11d, farmers' separator or dairy 8d, second quality 7d.: [944, 173, 1104, 189]
- nzloan-proceeds: All proceeds of sales are immediately lodged to a: [165, 651, 313, 669]
- office-line: Office—Queen-street Wharf. Telephone 46.: [25, 281, 142, 289]
- barton-note: Leave Wayby for Warkworth every Thursday. Leave Wellsford for Warkworth Tuesday and Saturday.: [10, 462, 157, 488]
- auction-para: Mr Chris Dibble held a clearing sale at Mrs H. Shepherd's at Te Arai on September 2nd. All the things sold at very satisfactory prices. The cows sold from £3 15s to £7 10s, 17 shares in Dairy Company brought £2 14s, and one or two horses made £3 to £5 10s.: [944, 713, 1104, 753]
- dibble-entries: ENTRIES SOLICITED.: [201, 846, 277, 855]
- letter-para: I am not a betting man, but would be willing to back ten acres of orchard, against two hundred acres of dairy land in the far-famed Taranaki district, conditions, intelligence, etc., being equal. These facts should be an inducement to the view and distant fields look green. The dairy industry has made Taranaki famous but land is dear, thirty and forty pounds per acre, and don't forget to pick it up by the heels.: [944, 604, 1104, 673]
- important-notice: IMPORTANT NOTICE.: [191, 486, 287, 497]
- route-line: FOR MATAKANA AND MULLET POINT.: [171, 178, 307, 186]
- nz-note: It has been arranged that the farewell to be given by the citizens of Wellington to the Commons of Kimberley will take place in Parliament Buildings on November 2, and some members are expected.: [632, 849, 780, 881]
- dome-valley-heading: DOME VALLEY.: [825, 362, 899, 374]
- campbell-medals: 18 PRIZE MEDALS 18: [12, 717, 154, 733]
- fruit-heading: FRUIT PRESERVING & PACKING CO., LTD.: [952, 369, 1096, 391]
- law-money: Money to lend on mortgage at a low rate of interest.: [170, 955, 308, 963]
- campbell-people: Sir J. Logan Campbell (Chairman), Arthur Myers (Managing Director), Secretary, Alfred S. Bankart.: [16, 685, 151, 701]
